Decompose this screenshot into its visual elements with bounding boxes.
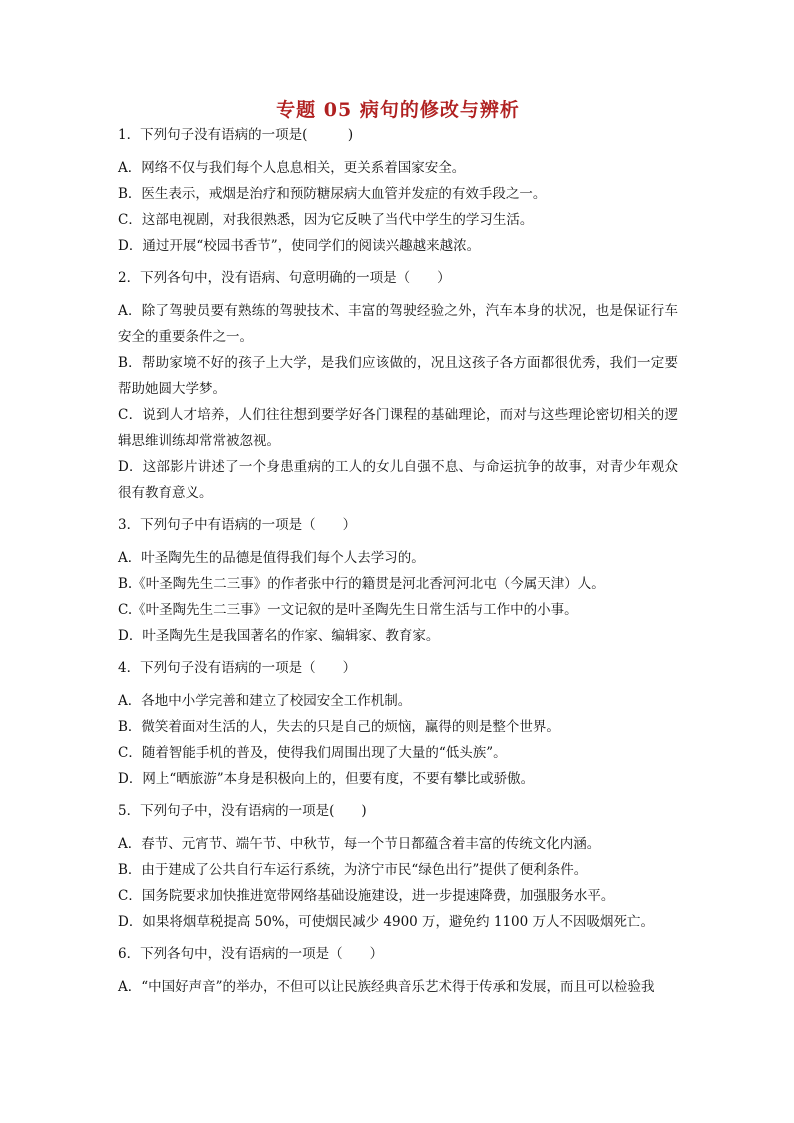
question-stem: 4．下列句子没有语病的一项是（ ） bbox=[118, 660, 357, 676]
option-a: A．春节、元宵节、端午节、中秋节，每一个节日都蕴含着丰富的传统文化内涵。 bbox=[118, 836, 601, 852]
option-b: B．由于建成了公共自行车运行系统，为济宁市民“绿色出行”提供了便利条件。 bbox=[118, 862, 588, 878]
option-d: D．通过开展“校园书香节”，使同学们的阅读兴趣越来越浓。 bbox=[118, 238, 481, 254]
option-b: B.《叶圣陶先生二三事》的作者张中行的籍贯是河北香河河北屯（今属天津）人。 bbox=[118, 576, 605, 592]
option-c: C．说到人才培养，人们往往想到要学好各门课程的基础理论，而对与这些理论密切相关的逻辑思维训练却常常被忽视。 bbox=[118, 407, 678, 449]
document-page bbox=[118, 96, 678, 1000]
option-b: B．帮助家境不好的孩子上大学，是我们应该做的，况且这孩子各方面都很优秀，我们一定要帮助她圆大学梦。 bbox=[118, 355, 678, 397]
question-stem: 3．下列句子中有语病的一项是（ ） bbox=[118, 517, 357, 533]
page-title: 专题 05 病句的修改与辨析 bbox=[276, 99, 520, 121]
option-a: A．叶圣陶先生的品德是值得我们每个人去学习的。 bbox=[118, 550, 425, 566]
option-a: A．网络不仅与我们每个人息息相关，更关系着国家安全。 bbox=[118, 160, 466, 176]
question-6 bbox=[118, 945, 678, 1000]
question-3 bbox=[118, 516, 678, 649]
option-c: C．国务院要求加快推进宽带网络基础设施建设，进一步提速降费，加强服务水平。 bbox=[118, 888, 615, 904]
question-stem: 2．下列各句中，没有语病、句意明确的一项是（ ） bbox=[118, 270, 451, 286]
option-a: A．各地中小学完善和建立了校园安全工作机制。 bbox=[118, 693, 412, 709]
option-d: D．网上“晒旅游”本身是积极向上的，但要有度，不要有攀比或骄傲。 bbox=[118, 771, 535, 787]
question-4 bbox=[118, 659, 678, 792]
question-stem: 5．下列句子中，没有语病的一项是( ) bbox=[118, 803, 367, 819]
option-d: D．这部影片讲述了一个身患重病的工人的女儿自强不息、与命运抗争的故事，对青少年观众很有教育意义。 bbox=[118, 459, 678, 501]
option-c: C.《叶圣陶先生二三事》一文记叙的是叶圣陶先生日常生活与工作中的小事。 bbox=[118, 602, 578, 618]
question-stem: 6．下列各句中，没有语病的一项是（ ） bbox=[118, 946, 384, 962]
option-d: D．如果将烟草税提高 50%，可使烟民减少 4900 万，避免约 1100 万人不因吸烟死亡。 bbox=[118, 914, 654, 930]
question-2 bbox=[118, 269, 678, 506]
question-stem: 1．下列句子没有语病的一项是( ) bbox=[118, 127, 354, 143]
option-b: B．医生表示，戒烟是治疗和预防糖尿病大血管并发症的有效手段之一。 bbox=[118, 186, 547, 202]
option-c: C．随着智能手机的普及，使得我们周围出现了大量的“低头族”。 bbox=[118, 745, 507, 761]
question-1 bbox=[118, 126, 678, 259]
question-5 bbox=[118, 802, 678, 935]
option-d: D．叶圣陶先生是我国著名的作家、编辑家、教育家。 bbox=[118, 628, 440, 644]
option-c: C．这部电视剧，对我很熟悉，因为它反映了当代中学生的学习生活。 bbox=[118, 212, 534, 228]
option-a: A．“中国好声音”的举办，不但可以让民族经典音乐艺术得于传承和发展，而且可以检验我 bbox=[118, 979, 655, 995]
option-a: A．除了驾驶员要有熟练的驾驶技术、丰富的驾驶经验之外，汽车本身的状况，也是保证行车安全的重要条件之一。 bbox=[118, 303, 678, 345]
option-b: B．微笑着面对生活的人，失去的只是自己的烦恼，赢得的则是整个世界。 bbox=[118, 719, 560, 735]
